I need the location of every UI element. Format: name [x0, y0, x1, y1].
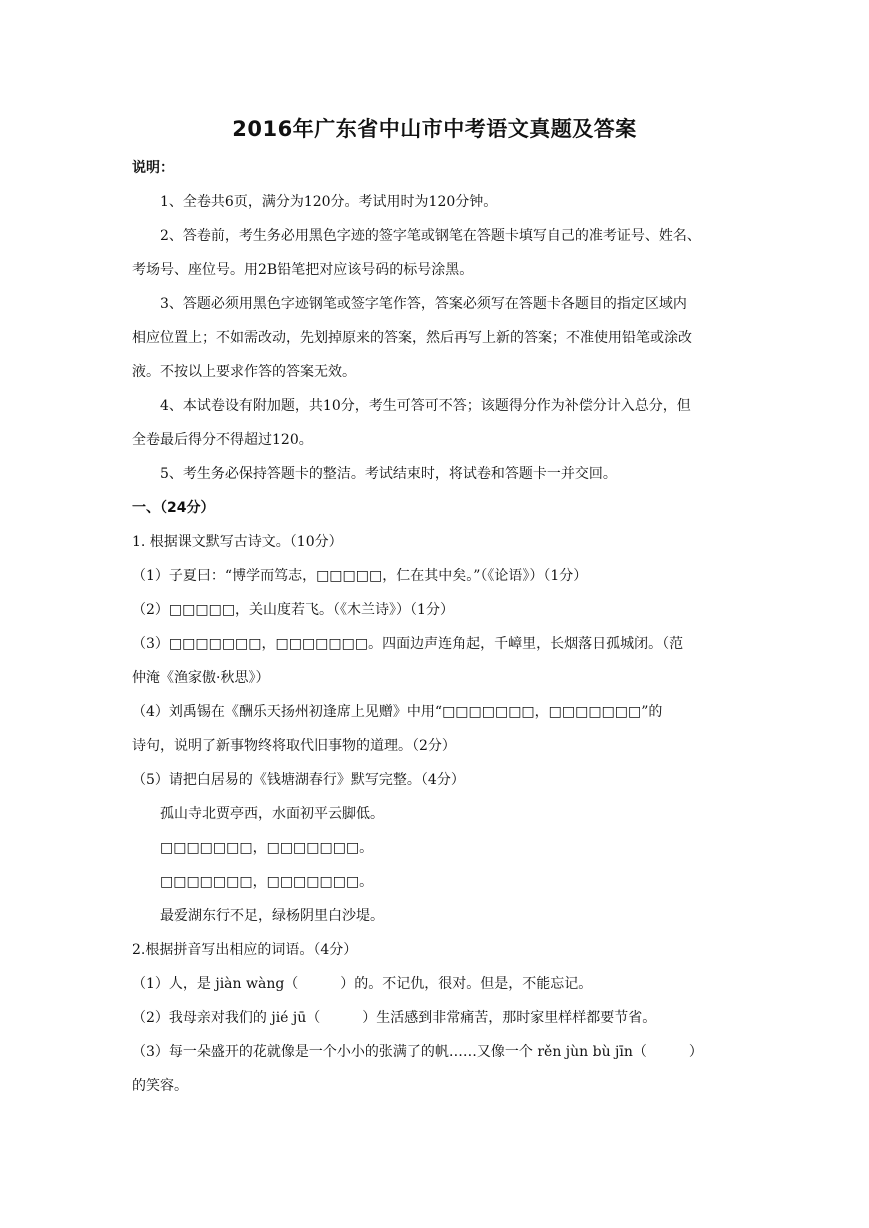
question-2-stem: 2.根据拼音写出相应的词语。（4分） — [132, 942, 358, 958]
question-1-item-5: （5）请把白居易的《钱塘湖春行》默写完整。（4分） — [132, 772, 465, 788]
poem-line-3: □□□□□□□，□□□□□□□。 — [160, 874, 374, 890]
note-3-line-2: 相应位置上；不如需改动，先划掉原来的答案，然后再写上新的答案；不准使用铅笔或涂改 — [132, 330, 692, 346]
poem-line-4: 最爱湖东行不足，绿杨阴里白沙堤。 — [160, 908, 384, 924]
question-2-item-3-line-1: （3）每一朵盛开的花就像是一个小小的张满了的帆……又像一个 rěn jùn bù jīn（ ） — [132, 1044, 703, 1060]
notes-heading: 说明： — [132, 160, 174, 176]
question-2-item-2: （2）我母亲对我们的 jié jū（ ）生活感到非常痛苦，那时家里样样都要节省。 — [132, 1010, 657, 1026]
question-2-item-1: （1）人，是 jiàn wàng（ ）的。不记仇，很对。但是，不能忘记。 — [132, 976, 593, 992]
question-2-item-3-line-2: 的笑容。 — [132, 1078, 188, 1094]
question-1-item-2: （2）□□□□□，关山度若飞。（《木兰诗》）（1分） — [132, 602, 454, 618]
note-4-line-2: 全卷最后得分不得超过120。 — [132, 432, 313, 448]
note-3-line-3: 液。不按以上要求作答的答案无效。 — [132, 364, 356, 380]
section-1-heading: 一、（24分） — [132, 500, 215, 516]
note-2-line-2: 考场号、座位号。用2B铅笔把对应该号码的标号涂黑。 — [132, 262, 474, 278]
poem-line-2: □□□□□□□，□□□□□□□。 — [160, 840, 374, 856]
note-4-line-1: 4、本试卷设有附加题，共10分，考生可答可不答；该题得分作为补偿分计入总分，但 — [160, 398, 691, 414]
note-2-line-1: 2、答卷前，考生务必用黑色字迹的签字笔或钢笔在答题卡填写自己的准考证号、姓名、 — [160, 228, 701, 244]
question-1-item-3-line-1: （3）□□□□□□□，□□□□□□□。四面边声连角起，千嶂里，长烟落日孤城闭。（范 — [132, 636, 684, 652]
note-5: 5、考生务必保持答题卡的整洁。考试结束时，将试卷和答题卡一并交回。 — [160, 466, 617, 482]
question-1-item-3-line-2: 仲淹《渔家傲·秋思》） — [132, 670, 270, 686]
question-1-item-1: （1）子夏曰：“博学而笃志，□□□□□，仁在其中矣。”（《论语》）（1分） — [132, 568, 588, 584]
question-1-stem: 1. 根据课文默写古诗文。（10分） — [132, 534, 343, 550]
document-title: 2016年广东省中山市中考语文真题及答案 — [232, 117, 637, 141]
question-1-item-4-line-1: （4）刘禹锡在《酬乐天扬州初逢席上见赠》中用“□□□□□□□，□□□□□□□”的 — [132, 704, 663, 720]
note-1: 1、全卷共6页，满分为120分。考试用时为120分钟。 — [160, 194, 498, 210]
question-1-item-4-line-2: 诗句，说明了新事物终将取代旧事物的道理。（2分） — [132, 738, 456, 754]
poem-line-1: 孤山寺北贾亭西，水面初平云脚低。 — [160, 806, 384, 822]
note-3-line-1: 3、答题必须用黑色字迹钢笔或签字笔作答，答案必须写在答题卡各题目的指定区域内 — [160, 296, 687, 312]
